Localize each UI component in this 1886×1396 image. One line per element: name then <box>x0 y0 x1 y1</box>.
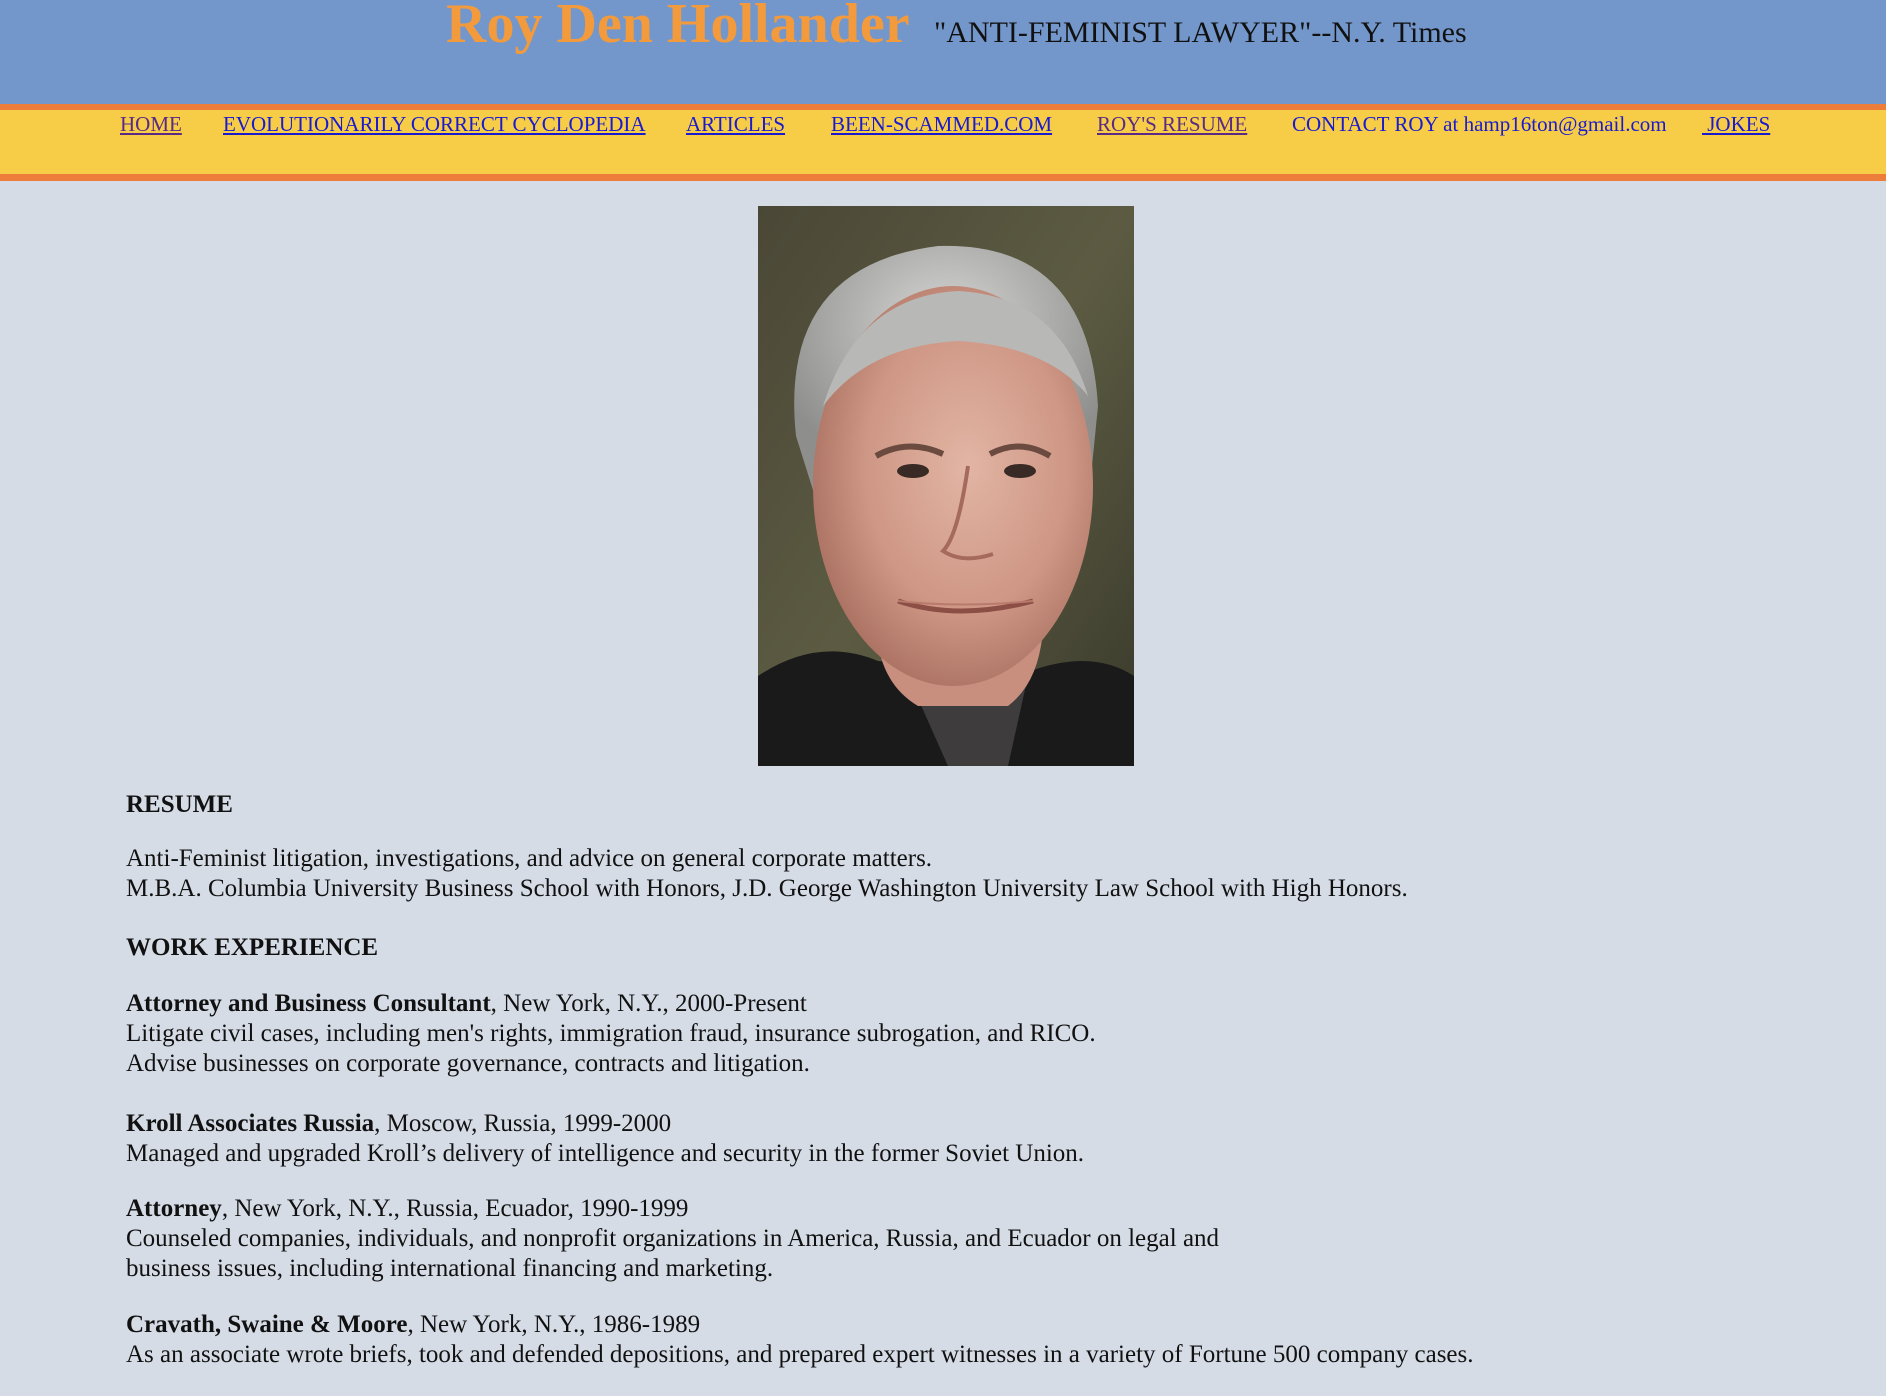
job-meta: , New York, N.Y., 2000-Present <box>490 990 807 1017</box>
job-description: As an associate wrote briefs, took and defended depositions, and prepared expert witnesses in a variety of Fortune 500 company cases. <box>126 1341 1474 1368</box>
job-description: business issues, including international financing and marketing. <box>126 1255 774 1282</box>
job-meta: , New York, N.Y., Russia, Ecuador, 1990-1999 <box>221 1195 689 1222</box>
nav-contact-email[interactable]: at hamp16ton@gmail.com <box>1437 112 1667 136</box>
resume-content <box>126 790 1826 1370</box>
job-heading <box>126 1194 1826 1224</box>
job-entry <box>126 1310 1826 1370</box>
job-meta: , New York, N.Y., 1986-1989 <box>407 1311 701 1338</box>
job-entry <box>126 1194 1826 1284</box>
nav-contact[interactable] <box>1292 111 1667 137</box>
site-title: Roy Den Hollander <box>446 0 910 55</box>
resume-summary-line-1: Anti-Feminist litigation, investigations, and advice on general corporate matters. <box>126 845 933 872</box>
job-title: Attorney <box>126 1195 222 1222</box>
nav-bottom-stripe <box>0 174 1886 181</box>
site-header <box>0 0 1886 104</box>
profile-photo <box>758 206 1134 766</box>
nav-link-home[interactable]: HOME <box>120 112 182 136</box>
job-title: Attorney and Business Consultant <box>126 990 491 1017</box>
job-description: Counseled companies, individuals, and nonprofit organizations in America, Russia, and Ecuador on legal and <box>126 1225 1220 1252</box>
work-experience-heading: WORK EXPERIENCE <box>126 934 379 961</box>
resume-heading: RESUME <box>126 791 233 818</box>
job-entry <box>126 989 1826 1079</box>
nav-link-cyclopedia[interactable]: EVOLUTIONARILY CORRECT CYCLOPEDIA <box>223 112 646 136</box>
job-heading <box>126 1310 1826 1340</box>
job-entry <box>126 1109 1826 1169</box>
site-tagline: "ANTI-FEMINIST LAWYER"--N.Y. Times <box>934 16 1467 49</box>
job-description: Managed and upgraded Kroll’s delivery of intelligence and security in the former Soviet Union. <box>126 1140 1085 1167</box>
job-description: Litigate civil cases, including men's rights, immigration fraud, insurance subrogation, and RICO. <box>126 1020 1096 1047</box>
job-title: Kroll Associates Russia <box>126 1110 375 1137</box>
job-heading <box>126 989 1826 1019</box>
nav-link-been-scammed[interactable]: BEEN-SCAMMED.COM <box>831 112 1053 136</box>
nav-contact-label[interactable]: CONTACT ROY <box>1292 112 1438 136</box>
job-meta: , Moscow, Russia, 1999-2000 <box>374 1110 672 1137</box>
nav-link-resume[interactable]: ROY'S RESUME <box>1097 112 1248 136</box>
resume-summary-line-2: M.B.A. Columbia University Business School with Honors, J.D. George Washington University Law School with High Honors. <box>126 875 1408 902</box>
job-title: Cravath, Swaine & Moore <box>126 1311 408 1338</box>
nav-link-jokes[interactable]: JOKES <box>1702 112 1771 136</box>
nav-link-articles[interactable]: ARTICLES <box>686 112 786 136</box>
job-heading <box>126 1109 1826 1139</box>
job-description: Advise businesses on corporate governance, contracts and litigation. <box>126 1050 810 1077</box>
